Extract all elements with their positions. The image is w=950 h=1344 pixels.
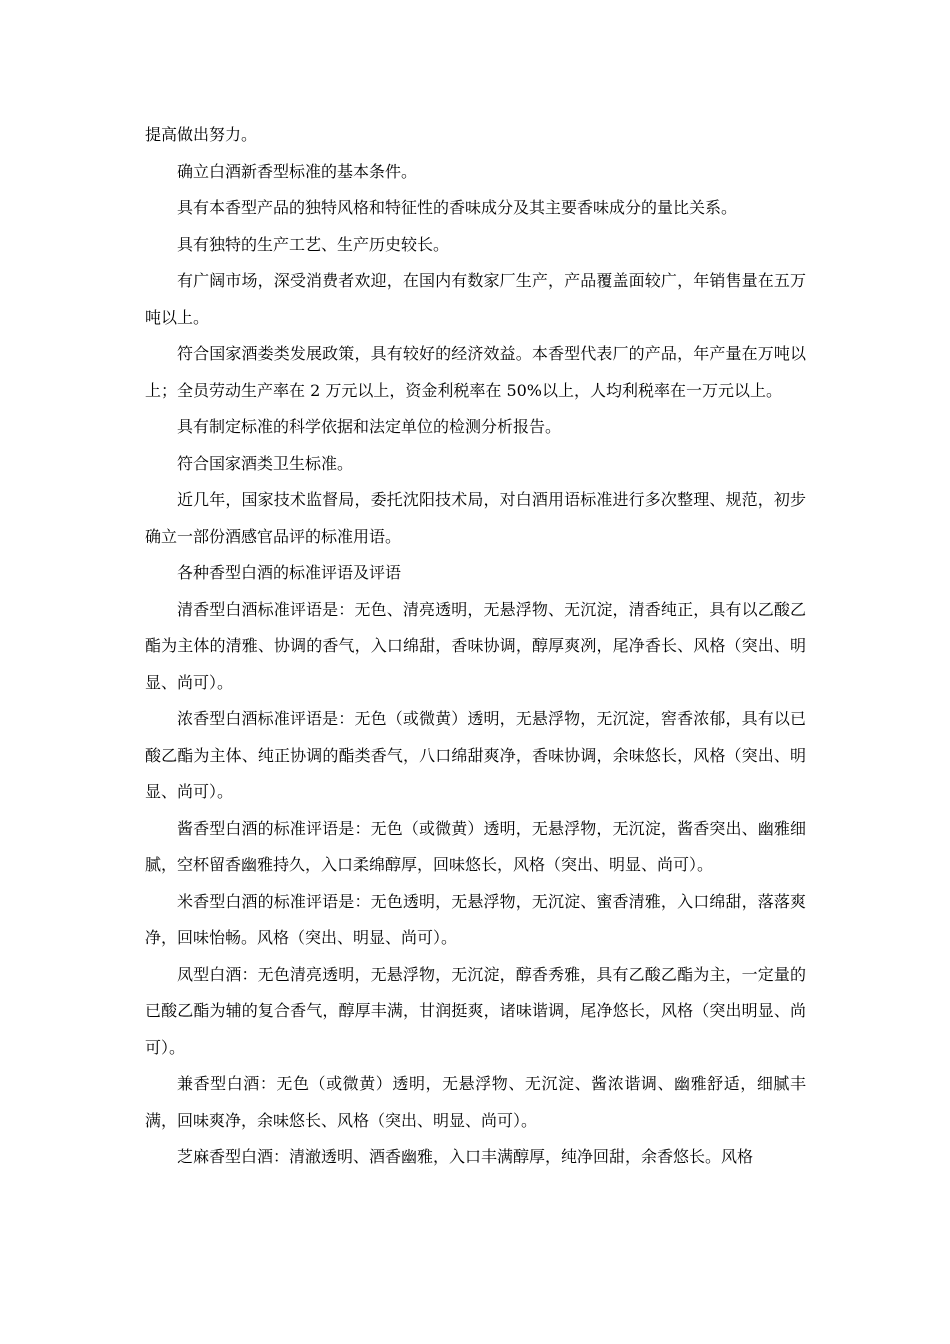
paragraph-sesame-aroma: 芝麻香型白酒：清澈透明、酒香幽雅，入口丰满醇厚，纯净回甜，余香悠长。风格 <box>177 1147 754 1166</box>
paragraph-standard-terminology: 近几年，国家技术监督局，委托沈阳技术局，对白酒用语标准进行多次整理、规范，初步确立一部份酒感官品评的标准用语。 <box>145 490 806 546</box>
paragraph-mixed-aroma: 兼香型白酒：无色（或微黄）透明，无悬浮物、无沉淀、酱浓谐调、幽雅舒适，细腻丰满，回味爽净，余味悠长、风格（突出、明显、尚可）。 <box>145 1074 806 1130</box>
paragraph-continuation: 提高做出努力。 <box>145 125 258 144</box>
paragraph-feng-type: 凤型白酒：无色清亮透明，无悬浮物，无沉淀，醇香秀雅，具有乙酸乙酯为主，一定量的已酸乙酯为辅的复合香气，醇厚丰满，甘润挺爽，诸味谐调，尾净悠长，风格（突出明显、尚可）。 <box>145 964 806 1057</box>
paragraph-condition-style: 具有本香型产品的独特风格和特征性的香味成分及其主要香味成分的量比关系。 <box>177 198 738 217</box>
paragraph-rice-aroma: 米香型白酒的标准评语是：无色透明，无悬浮物，无沉淀、蜜香清雅，入口绵甜，落落爽净，回味怡畅。风格（突出、明显、尚可）。 <box>145 891 806 947</box>
paragraph-sauce-aroma: 酱香型白酒的标准评语是：无色（或微黄）透明，无悬浮物，无沉淀，酱香突出、幽雅细腻，空杯留香幽雅持久，入口柔绵醇厚，回味悠长，风格（突出、明显、尚可）。 <box>145 818 806 874</box>
document-body <box>145 117 806 1176</box>
paragraph-light-aroma: 清香型白酒标准评语是：无色、清亮透明，无悬浮物、无沉淀，清香纯正，具有以乙酸乙酯为主体的清雅、协调的香气，入口绵甜，香味协调，醇厚爽冽，尾净香长、风格（突出、明显、尚可）。 <box>145 599 806 692</box>
paragraph-new-type-conditions: 确立白酒新香型标准的基本条件。 <box>177 161 418 181</box>
paragraph-strong-aroma: 浓香型白酒标准评语是：无色（或微黄）透明，无悬浮物，无沉淀，窖香浓郁，具有以已酸乙酯为主体、纯正协调的酯类香气，八口绵甜爽净，香味协调，余味悠长，风格（突出、明显、尚可）。 <box>145 709 806 801</box>
section-heading-evaluations: 各种香型白酒的标准评语及评语 <box>177 563 402 582</box>
paragraph-condition-process: 具有独特的生产工艺、生产历史较长。 <box>177 234 450 254</box>
paragraph-condition-market: 有广阔市场，深受消费者欢迎，在国内有数家厂生产，产品覆盖面较广，年销售量在五万吨以上。 <box>145 271 806 327</box>
paragraph-condition-hygiene: 符合国家酒类卫生标准。 <box>177 453 354 473</box>
paragraph-condition-scientific-basis: 具有制定标准的科学依据和法定单位的检测分析报告。 <box>177 417 562 436</box>
paragraph-condition-policy: 符合国家酒娄类发展政策，具有较好的经济效益。本香型代表厂的产品，年产量在万吨以上；全员劳动生产率在 2 万元以上，资金利税率在 50%以上，人均利税率在一万元以上。 <box>145 344 806 400</box>
